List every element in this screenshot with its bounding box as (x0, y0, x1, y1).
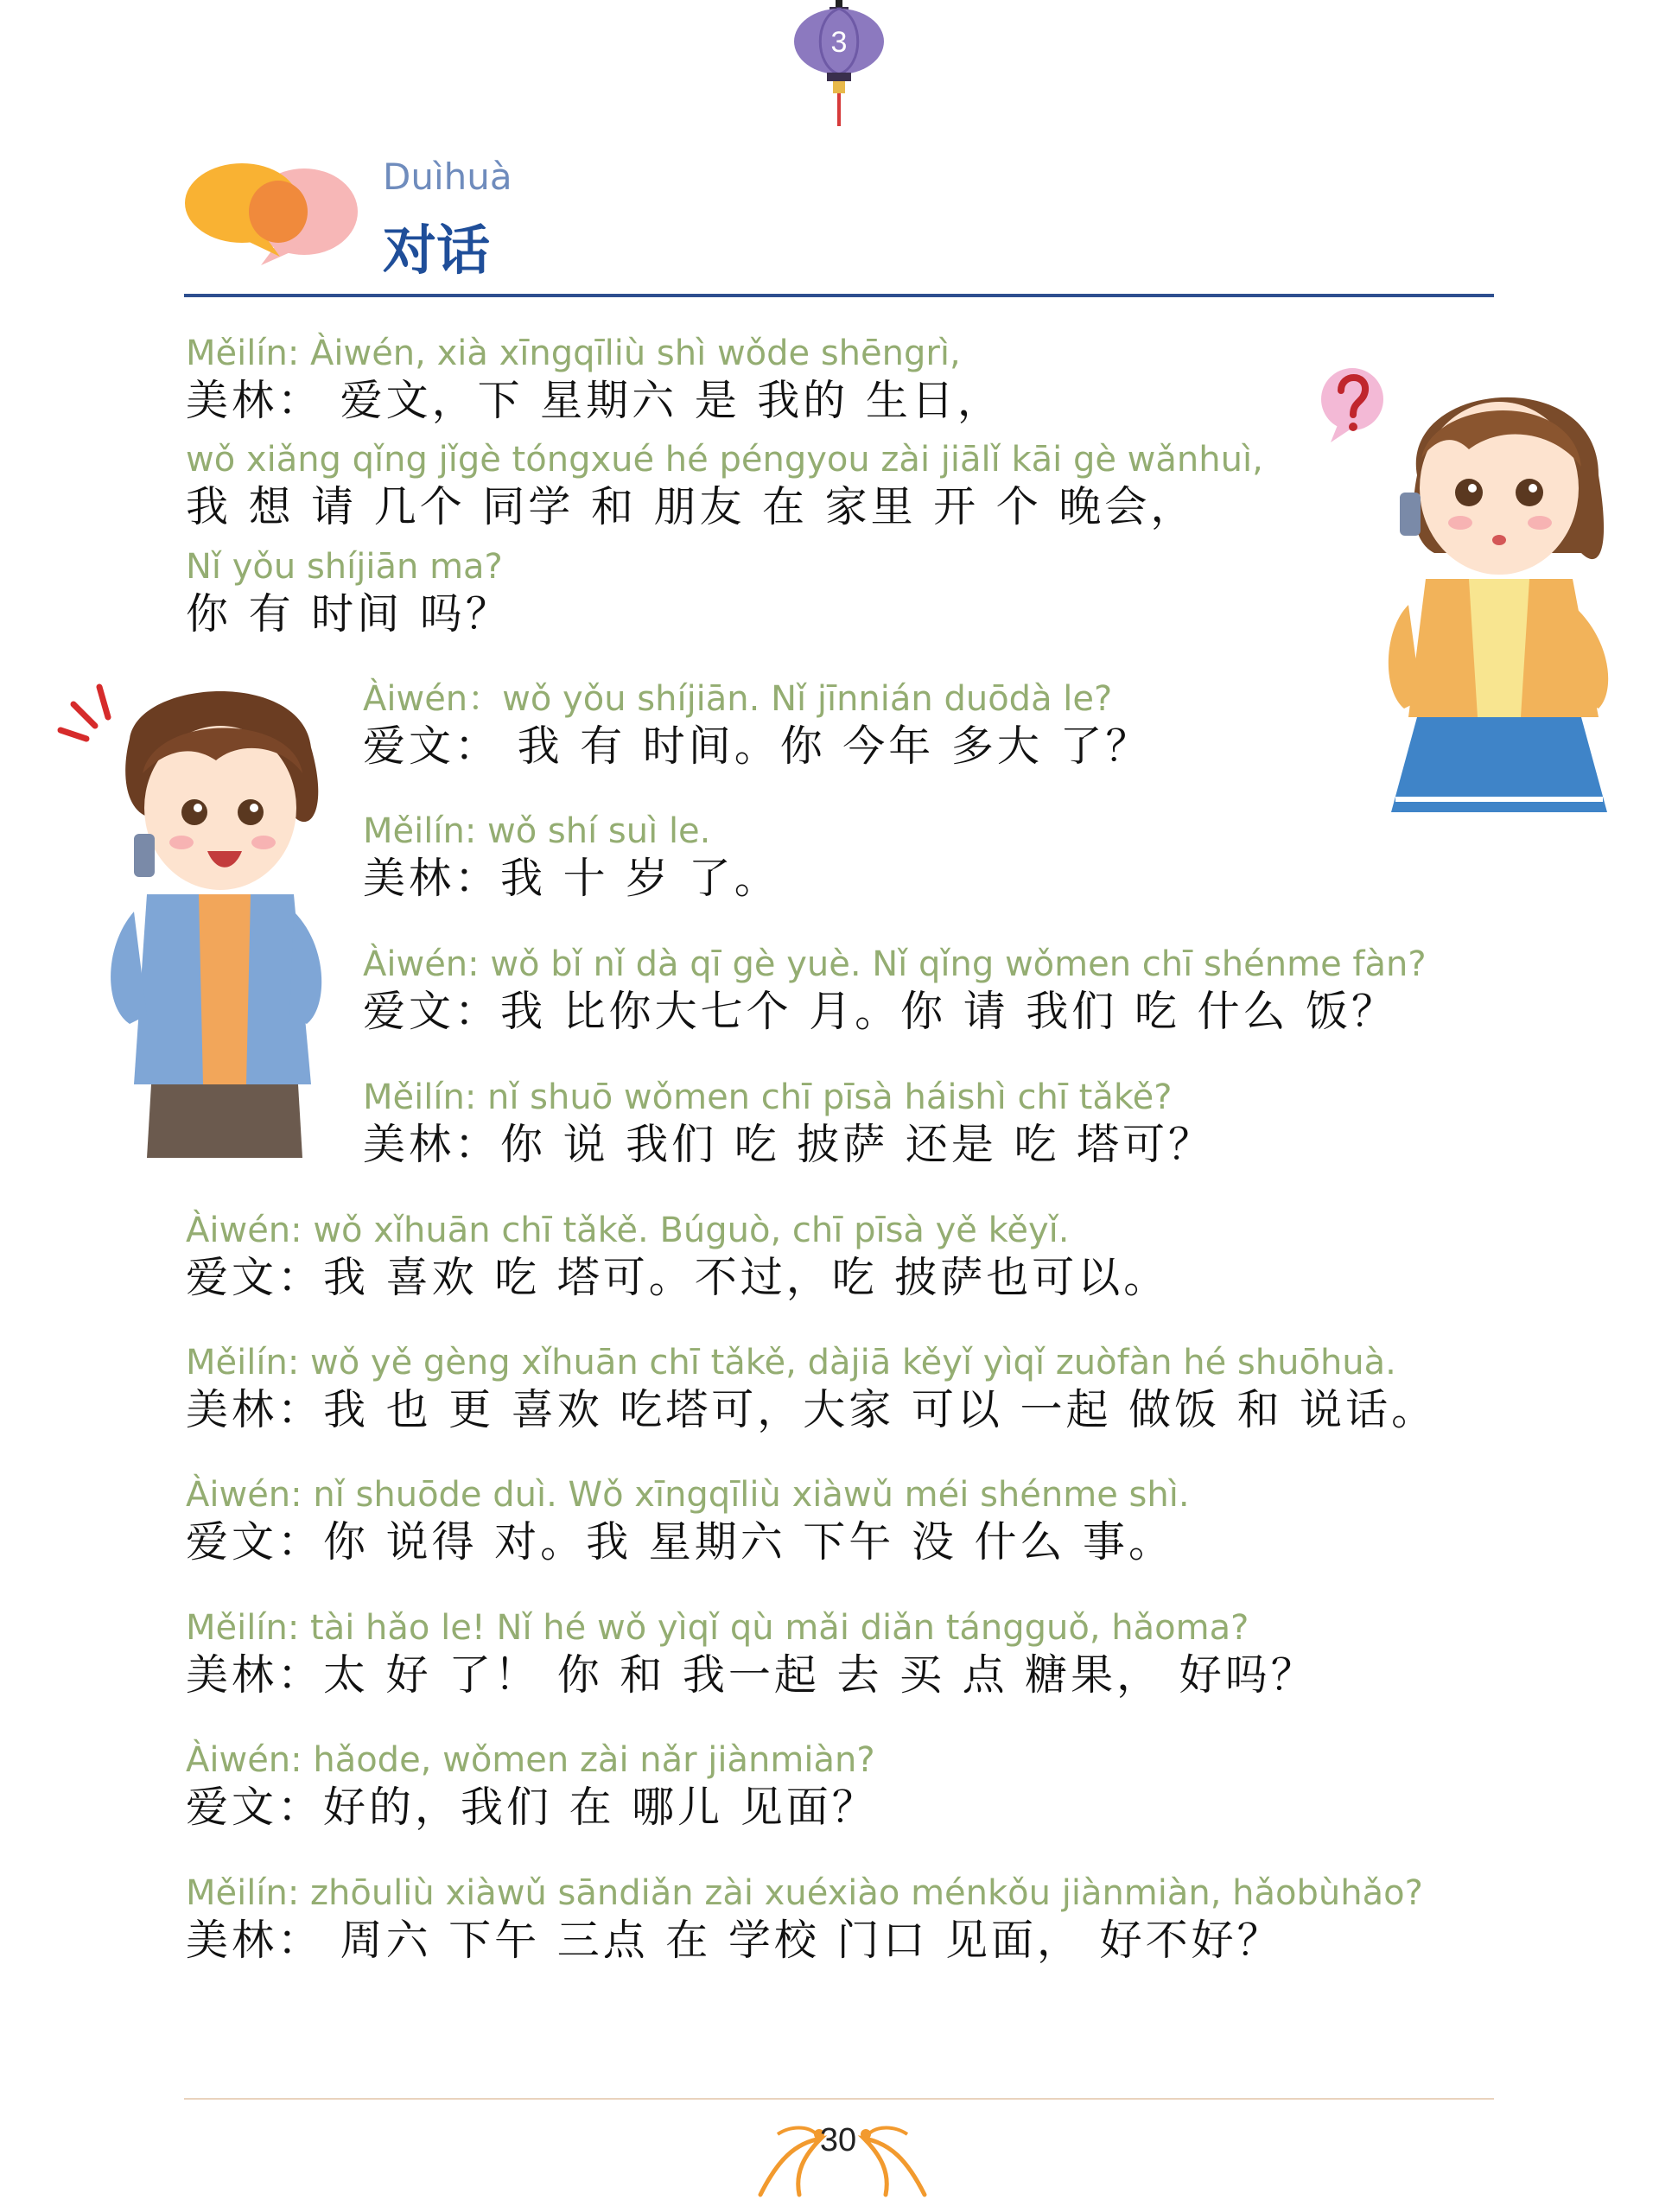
section-title: 对话 (383, 219, 491, 282)
hanzi-text: 美林：我 也 更 喜欢 吃塔可，大家 可以 一起 做饭 和 说话。 (186, 1385, 1438, 1434)
dialogue-line-10 (186, 1474, 1190, 1568)
hanzi-text: 美林：太 好 了！ 你 和 我一起 去 买 点 糖果， 好吗？ (186, 1650, 1317, 1700)
pinyin-text: Nǐ yǒu shíjiān ma? (186, 547, 503, 587)
dialogue-line-2 (186, 439, 1263, 533)
dialogue-line-1 (186, 333, 1003, 427)
hanzi-text: 我 想 请 几个 同学 和 朋友 在 家里 开 个 晚会， (186, 482, 1197, 531)
surprise-lines-icon (60, 687, 108, 739)
hanzi-text: 美林： 周六 下午 三点 在 学校 门口 见面， 好不好？ (186, 1916, 1283, 1965)
pinyin-text: Àiwén: hǎode, wǒmen zài nǎr jiànmiàn? (186, 1740, 875, 1780)
dialogue-line-3 (186, 546, 512, 640)
dialogue-line-7 (363, 1077, 1214, 1171)
pinyin-text: Měilín: wǒ yě gèng xǐhuān chī tǎkě, dàjiā kěyǐ yìqǐ zuòfàn hé shuōhuà. (186, 1343, 1396, 1382)
dialogue-line-4 (363, 678, 1151, 772)
section-title-pinyin: Duìhuà (383, 156, 512, 198)
pinyin-text: Àiwén: nǐ shuōde duì. Wǒ xīngqīliù xiàwǔ méi shénme shì. (186, 1475, 1190, 1515)
dialogue-line-8 (186, 1210, 1169, 1304)
header-divider (184, 294, 1494, 297)
pinyin-text: Àiwén：wǒ yǒu shíjiān. Nǐ jīnnián duōdà le? (363, 679, 1113, 719)
pinyin-text: Měilín: wǒ shí suì le. (363, 811, 711, 851)
question-mark-icon (1321, 368, 1383, 442)
dialogue-line-5 (363, 810, 780, 905)
pinyin-text: wǒ xiǎng qǐng jǐgè tóngxué hé péngyou zài jiālǐ kāi gè wǎnhuì, (186, 440, 1263, 480)
pinyin-text: Àiwén: wǒ bǐ nǐ dà qī gè yuè. Nǐ qǐng wǒmen chī shénme fàn? (363, 944, 1427, 984)
lantern-icon (788, 0, 890, 130)
hanzi-text: 美林： 爱文，下 星期六 是 我的 生日， (186, 376, 1003, 425)
dialogue-line-6 (363, 944, 1427, 1038)
dialogue-line-9 (186, 1342, 1437, 1436)
footer-divider (184, 2098, 1494, 2100)
pinyin-text: Měilín: tài hǎo le! Nǐ hé wǒ yìqǐ qù mǎi diǎn tángguǒ, hǎoma? (186, 1608, 1249, 1648)
pinyin-text: Měilín: nǐ shuō wǒmen chī pīsà háishì chī tǎkě? (363, 1077, 1173, 1117)
hanzi-text: 美林：你 说 我们 吃 披萨 还是 吃 塔可？ (363, 1120, 1215, 1169)
girl-on-phone-illustration (1313, 346, 1642, 830)
hanzi-text: 爱文：我 比你大七个 月。你 请 我们 吃 什么 饭？ (363, 987, 1398, 1036)
hanzi-text: 你 有 时间 吗？ (186, 589, 512, 639)
speech-bubbles-icon (183, 160, 360, 268)
dialogue-line-12 (186, 1739, 878, 1834)
dialogue-line-11 (186, 1607, 1317, 1701)
boy-on-phone-illustration (52, 678, 337, 1158)
pinyin-text: Àiwén: wǒ xǐhuān chī tǎkě. Búguò, chī pīsà yě kěyǐ. (186, 1211, 1070, 1250)
page-number: 30 (819, 2122, 857, 2158)
hanzi-text: 爱文：你 说得 对。我 星期六 下午 没 什么 事。 (186, 1517, 1175, 1567)
hanzi-text: 美林：我 十 岁 了。 (363, 854, 780, 903)
hanzi-text: 爱文：好的，我们 在 哪儿 见面？ (186, 1783, 878, 1832)
pinyin-text: Měilín: zhōuliù xiàwǔ sāndiǎn zài xuéxiào ménkǒu jiànmiàn, hǎobùhǎo? (186, 1873, 1423, 1913)
dialogue-line-13 (186, 1872, 1423, 1967)
lantern-number: 3 (830, 26, 848, 59)
pinyin-text: Měilín: Àiwén, xià xīngqīliù shì wǒde shēngrì, (186, 334, 961, 373)
hanzi-text: 爱文： 我 有 时间。你 今年 多大 了？ (363, 721, 1152, 771)
hanzi-text: 爱文：我 喜欢 吃 塔可。不过，吃 披萨也可以。 (186, 1253, 1170, 1302)
